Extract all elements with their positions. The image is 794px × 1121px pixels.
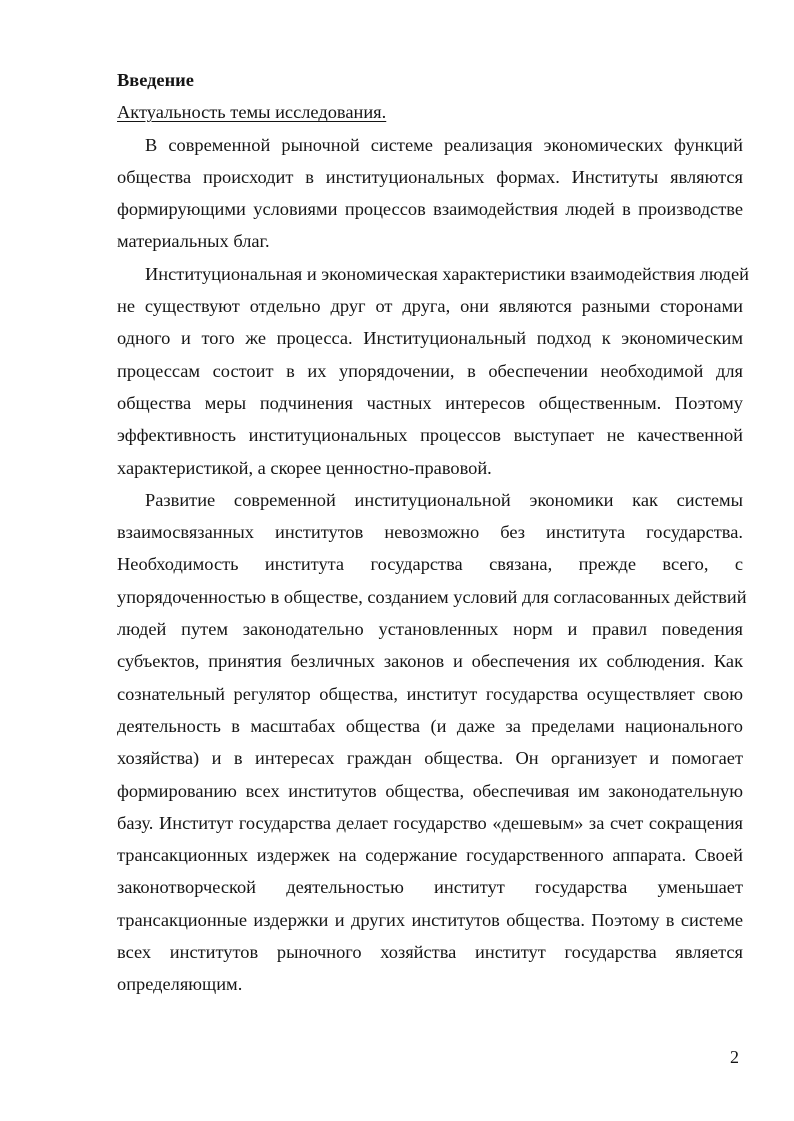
paragraph: [89, 129, 743, 258]
page-number: 2: [730, 1047, 739, 1067]
text-line: определяющим.: [117, 974, 243, 995]
text-line: общества меры подчинения частных интересов общественным. Поэтому: [117, 392, 743, 413]
text-line: законотворческой деятельностью институт государства уменьшает: [117, 877, 743, 898]
text-line: хозяйства) и в интересах граждан общества. Он организует и помогает: [117, 748, 743, 769]
paragraph: [89, 484, 747, 1001]
text-line: одного и того же процесса. Институциональный подход к экономическим: [117, 328, 743, 349]
text-line: эффективность институциональных процессов выступает не качественной: [117, 425, 743, 446]
text-line: субъектов, принятия безличных законов и обеспечения их соблюдения. Как: [117, 651, 743, 672]
text-line: общества происходит в институциональных формах. Институты являются: [117, 166, 743, 187]
text-line: формирующими условиями процессов взаимодействия людей в производстве: [117, 199, 743, 220]
text-line: деятельность в масштабах общества (и даже за пределами национального: [117, 715, 743, 736]
page-content: [89, 64, 749, 1001]
text-line: не существуют отдельно друг от друга, они являются разными сторонами: [117, 296, 743, 317]
section-heading: Введение: [117, 70, 194, 90]
text-line: всех институтов рыночного хозяйства институт государства является: [117, 942, 743, 963]
text-line: формированию всех институтов общества, обеспечивая им законодательную: [117, 780, 743, 801]
text-line: трансакционных издержек на содержание государственного аппарата. Своей: [117, 845, 743, 866]
text-line: материальных благ.: [117, 231, 270, 252]
text-line: Необходимость института государства связана, прежде всего, с: [117, 554, 743, 575]
text-line: базу. Институт государства делает государство «дешевым» за счет сокращения: [117, 812, 743, 833]
text-line: сознательный регулятор общества, институт государства осуществляет свою: [117, 683, 743, 704]
text-line: Развитие современной институциональной экономики как системы: [145, 489, 743, 510]
section-subheading: Актуальность темы исследования.: [117, 102, 387, 123]
text-line: В современной рыночной системе реализация экономических функций: [145, 134, 743, 155]
text-line: людей путем законодательно установленных норм и правил поведения: [117, 619, 743, 640]
text-line: характеристикой, а скорее ценностно-правовой.: [117, 457, 492, 478]
text-line: процессам состоит в их упорядочении, в обеспечении необходимой для: [117, 360, 743, 381]
text-line: трансакционные издержки и других институтов общества. Поэтому в системе: [117, 909, 743, 930]
paragraph: [89, 258, 749, 484]
text-line: упорядоченностью в обществе, созданием условий для согласованных действий: [117, 586, 747, 607]
text-line: Институциональная и экономическая характеристики взаимодействия людей: [145, 263, 749, 284]
text-line: взаимосвязанных институтов невозможно без института государства.: [117, 522, 743, 543]
